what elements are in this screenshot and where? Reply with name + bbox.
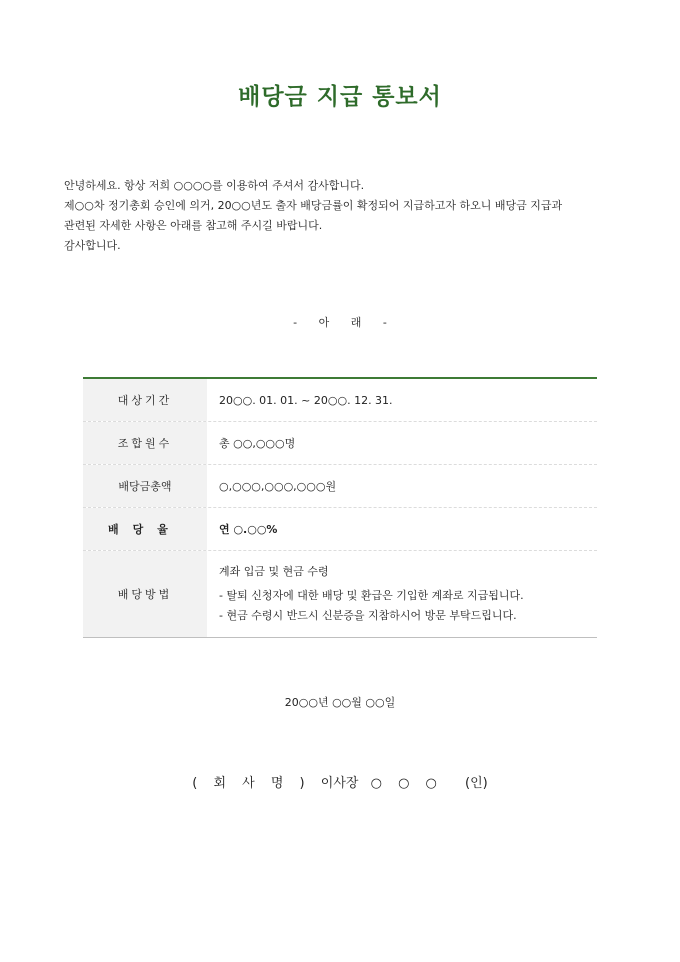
table-row-method: [83, 551, 597, 637]
signature-block: [0, 772, 680, 791]
seal-mark: (인): [465, 776, 488, 791]
document-title: 배당금 지급 통보서: [238, 84, 442, 110]
table-row-total: [83, 465, 597, 508]
company-name: ( 회 사 명 ): [192, 776, 311, 791]
rate-label: 배당율: [83, 508, 207, 550]
table-row-members: [83, 422, 597, 465]
method-title: 계좌 입금 및 현금 수령: [219, 565, 329, 578]
intro-line-2: 제○○차 정기총회 승인에 의거, 20○○년도 출자 배당금률이 확정되어 지급하고자 하오니 배당금 지급과: [64, 199, 563, 212]
chairman-name: ○ ○ ○: [370, 776, 443, 791]
total-value: ○,○○○,○○○,○○○원: [219, 480, 337, 493]
members-label: 조합원수: [83, 422, 207, 464]
intro-line-1: 안녕하세요. 항상 저희 ○○○○를 이용하여 주셔서 감사합니다.: [64, 179, 365, 192]
method-note-1: - 탈퇴 신청자에 대한 배당 및 환급은 기입한 계좌로 지급됩니다.: [219, 589, 524, 602]
method-value: [207, 551, 597, 637]
table-row-rate: [83, 508, 597, 551]
chairman-title: 이사장: [320, 776, 359, 791]
intro-line-4: 감사합니다.: [64, 239, 121, 252]
total-label: 배당금총액: [83, 465, 207, 507]
intro-line-3: 관련된 자세한 사항은 아래를 참고해 주시길 바랍니다.: [64, 219, 323, 232]
rate-value: 연 ○.○○%: [219, 523, 278, 536]
intro-paragraph: [64, 176, 624, 256]
method-label: 배당방법: [83, 551, 207, 637]
period-label: 대상기간: [83, 379, 207, 421]
method-note-2: - 현금 수령시 반드시 신분증을 지참하시어 방문 부탁드립니다.: [219, 609, 517, 622]
members-value: 총 ○○,○○○명: [219, 437, 296, 450]
section-heading-ahrae: - 아 래 -: [293, 316, 387, 329]
table-row-period: [83, 379, 597, 422]
period-value: 20○○. 01. 01. ~ 20○○. 12. 31.: [219, 393, 393, 407]
issue-date: 20○○년 ○○월 ○○일: [284, 696, 396, 709]
dividend-info-table: [83, 377, 597, 638]
